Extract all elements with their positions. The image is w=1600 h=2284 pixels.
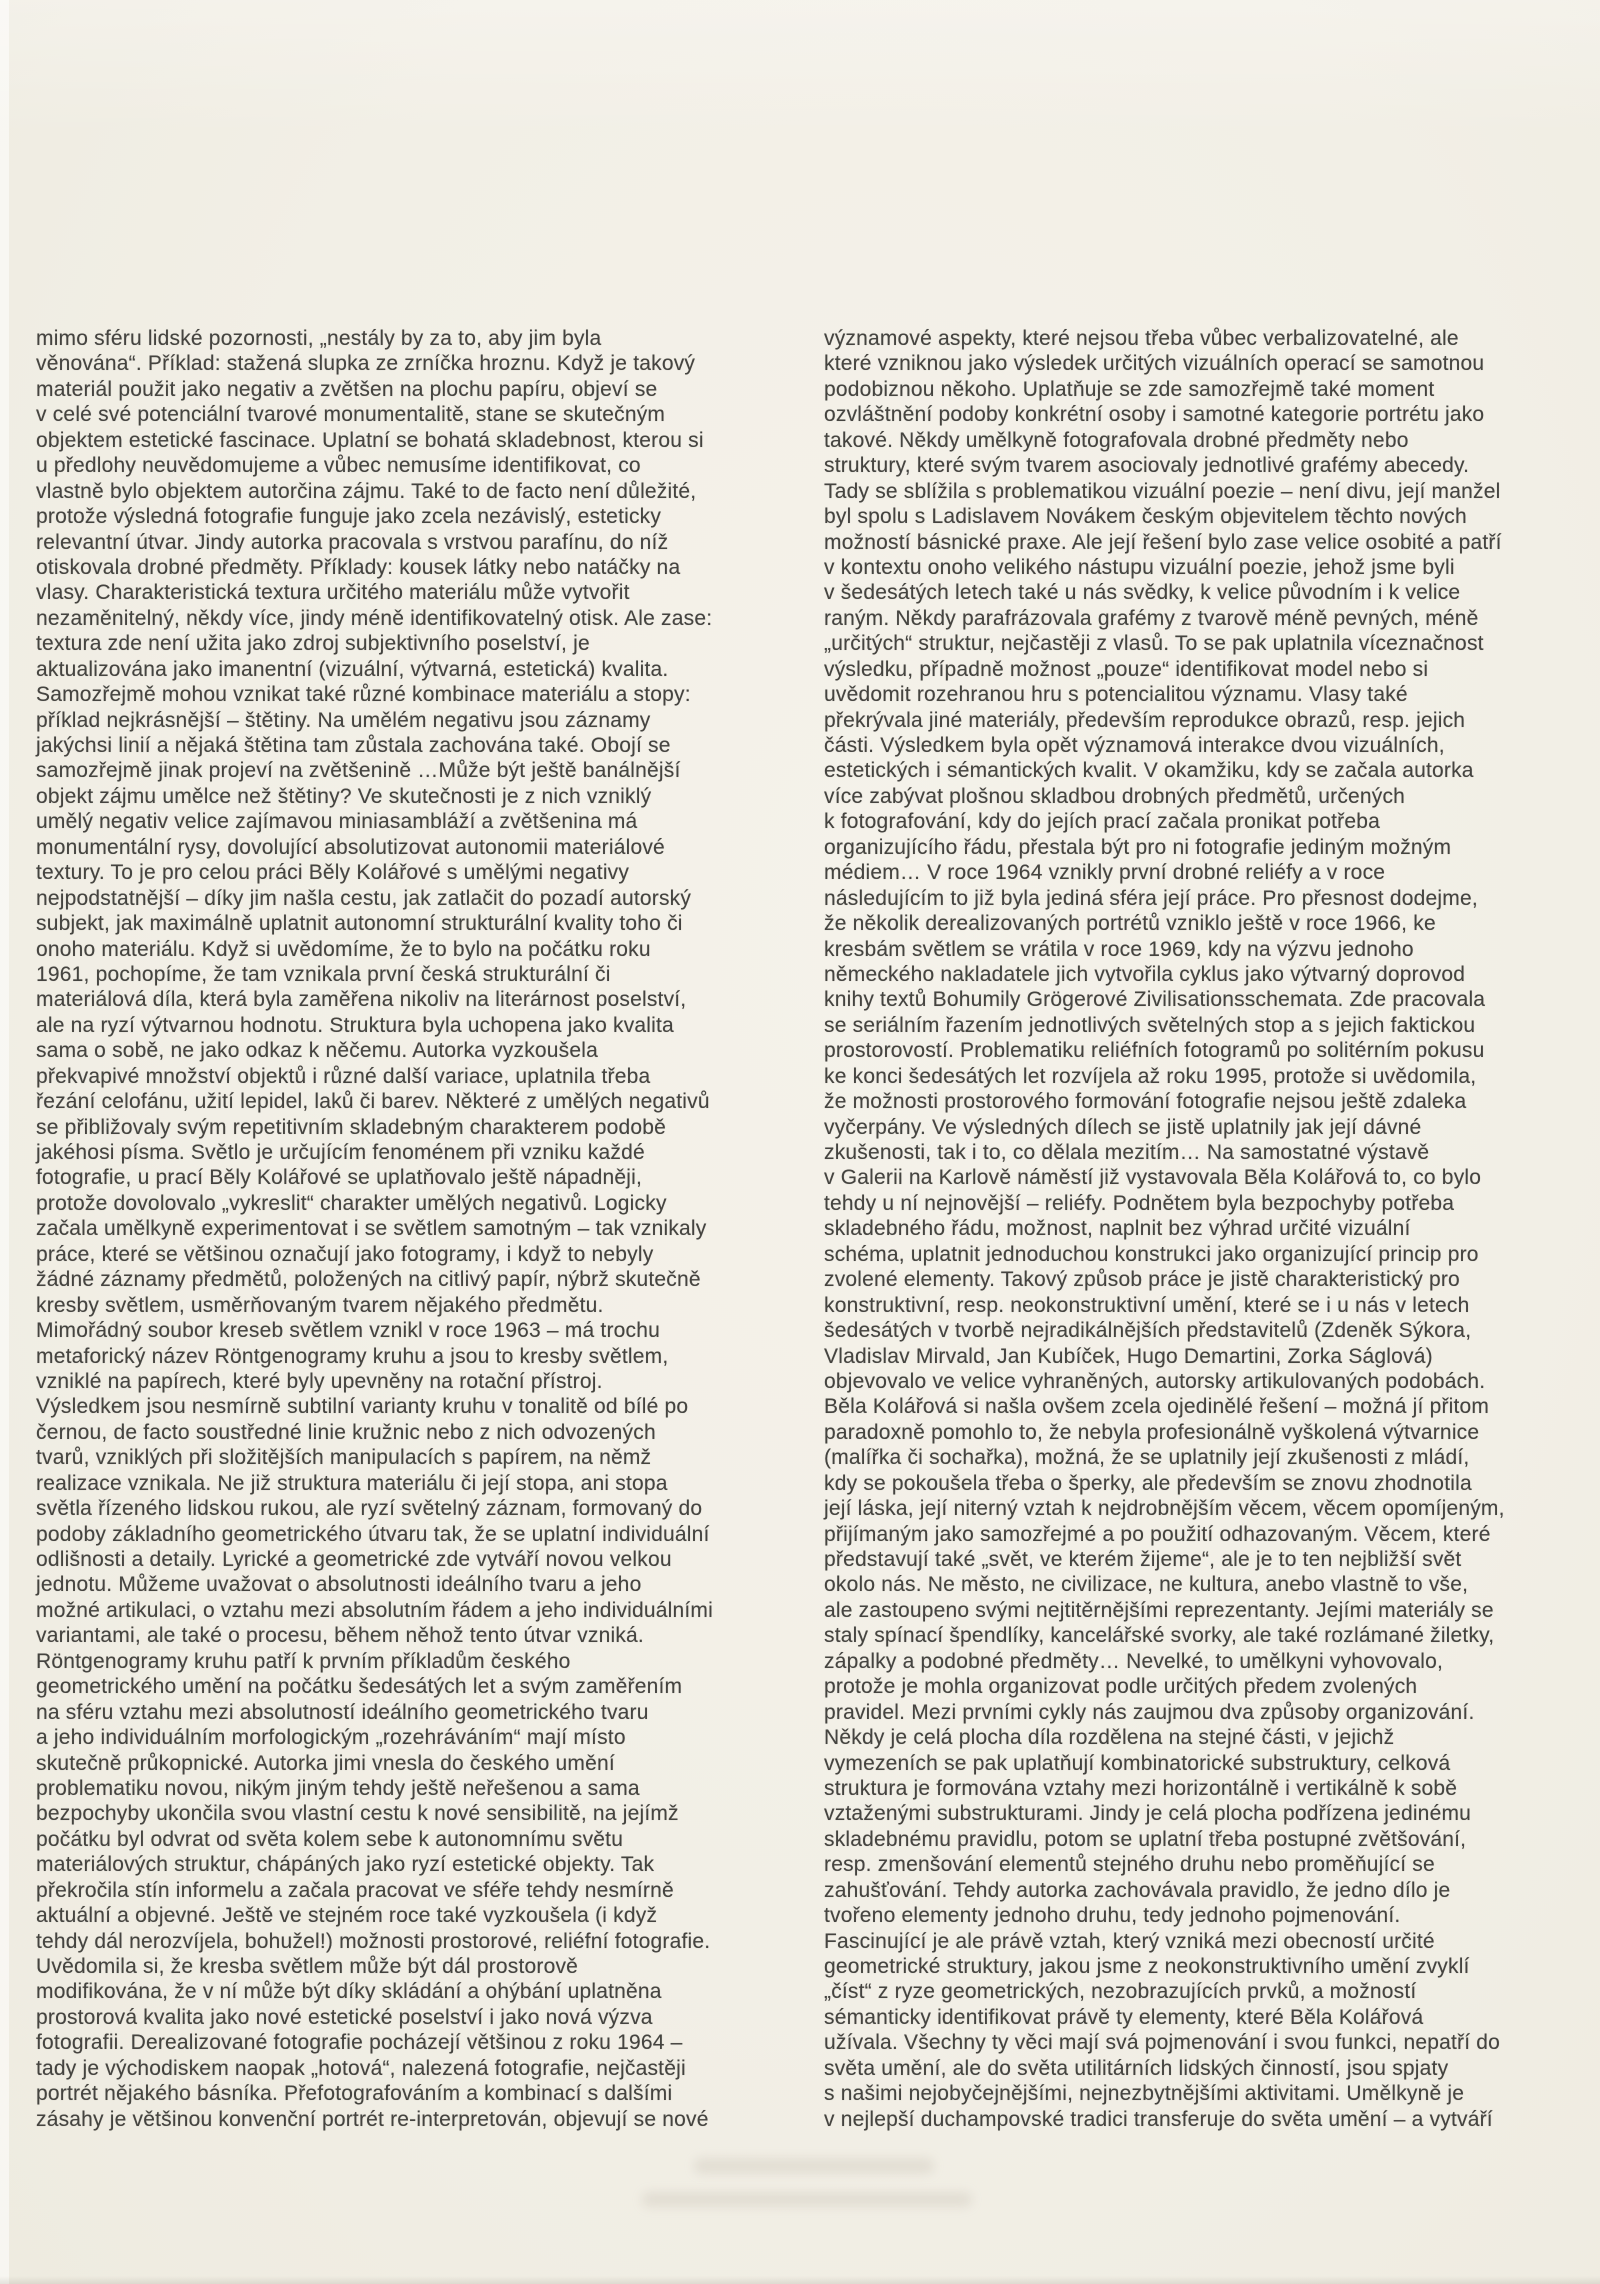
text-line: protože dovolovalo „vykreslit“ charakter umělých negativů. Logicky <box>36 1191 667 1215</box>
text-line: aktualizována jako imanentní (vizuální, výtvarná, estetická) kvalita. <box>36 657 669 681</box>
text-line: subjekt, jak maximálně uplatnit autonomní strukturální kvality toho či <box>36 912 683 936</box>
text-line: byl spolu s Ladislavem Novákem českým objevitelem těchto nových <box>824 505 1467 529</box>
text-line: vztaženými substrukturami. Jindy je celá plocha podřízena jedinému <box>824 1802 1472 1826</box>
text-line: Samozřejmě mohou vznikat také různé kombinace materiálu a stopy: <box>36 683 691 707</box>
text-line: v nejlepší duchampovské tradici transferuje do světa umění – a vytváří <box>824 2107 1493 2131</box>
text-line: šedesátých v tvorbě nejradikálnějších představitelů (Zdeněk Sýkora, <box>824 1319 1472 1343</box>
text-line: možné artikulaci, o vztahu mezi absolutním řádem a jeho individuálními <box>36 1598 713 1622</box>
text-line: odlišnosti a detaily. Lyrické a geometrické zde vytváří novou velkou <box>36 1548 672 1571</box>
text-line: (malířka či sochařka), možná, že se uplatnily její zkušenosti z mládí, <box>824 1446 1470 1470</box>
text-line: materiálových struktur, chápáných jako ryzí estetické objekty. Tak <box>36 1853 655 1877</box>
text-line: struktura je formována vztahy mezi horizontálně i vertikálně k sobě <box>824 1776 1458 1800</box>
text-line: Někdy je celá plocha díla rozdělena na stejné části, v jejichž <box>824 1726 1395 1750</box>
text-line: černou, de facto soustředné linie kružnic nebo z nich odvozených <box>36 1420 656 1444</box>
showthrough-mark <box>694 2158 934 2174</box>
text-line: Uvědomila si, že kresba světlem může být dál prostorově <box>36 1955 579 1978</box>
text-line: portrét nějakého básníka. Přefotografováním a kombinací s dalšími <box>36 2082 673 2106</box>
text-line: ke konci šedesátých let rozvíjela až roku 1995, protože si uvědomila, <box>824 1064 1477 1088</box>
text-line: skutečně průkopnické. Autorka jimi vnesla do českého umění <box>36 1751 615 1775</box>
text-line: ale zastoupeno svými nejtitěrnějšími reprezentanty. Jejími materiály se <box>824 1598 1494 1622</box>
text-line: geometrického umění na počátku šedesátých let a svým zaměřením <box>36 1675 683 1699</box>
text-line: v kontextu onoho velikého nástupu vizuální poezie, jehož jsme byli <box>824 555 1455 579</box>
text-line: materiál použit jako negativ a zvětšen na plochu papíru, objeví se <box>36 377 658 401</box>
text-line: německého nakladatele jich vytvořila cyklus jako výtvarný doprovod <box>824 962 1466 986</box>
text-line: fotografie, u prací Běly Kolářové se uplatňovalo ještě nápadněji, <box>36 1166 643 1190</box>
text-line: schéma, uplatnit jednoduchou konstrukci jako organizující princip pro <box>824 1242 1479 1266</box>
text-line: jednotu. Můžeme uvažovat o absolutnosti ideálního tvaru a jeho <box>36 1573 642 1597</box>
text-line: možností básnické praxe. Ale její řešení bylo zase velice osobité a patří <box>824 530 1502 554</box>
text-line: začala umělkyně experimentovat i se světlem samotným – tak vznikaly <box>36 1217 707 1241</box>
text-line: Mimořádný soubor kreseb světlem vznikl v roce 1963 – má trochu <box>36 1319 660 1343</box>
text-line: překročila stín informelu a začala pracovat ve sféře tehdy nesmírně <box>36 1878 674 1902</box>
text-line: se seriálním řazením jednotlivých světelných stop a s jejich faktickou <box>824 1013 1476 1037</box>
text-line: estetických i sémantických kvalit. V okamžiku, kdy se začala autorka <box>824 759 1474 783</box>
text-line: podobiznou někoho. Uplatňuje se zde samozřejmě také moment <box>824 377 1435 401</box>
text-line: knihy textů Bohumily Grögerové Zivilisationsschemata. Zde pracovala <box>824 988 1486 1012</box>
text-line: metaforický název Röntgenogramy kruhu a jsou to kresby světlem, <box>36 1344 669 1368</box>
text-line: přijímaným jako samozřejmé a po použití odhazovaným. Věcem, které <box>824 1522 1491 1546</box>
text-line: zkušenosti, tak i to, co dělala mezitím… Na samostatné výstavě <box>824 1141 1430 1164</box>
text-line: objekt zájmu umělce než štětiny? Ve skutečnosti je z nich vzniklý <box>36 784 652 808</box>
showthrough-mark <box>642 2192 972 2207</box>
page-left-edge-highlight <box>0 0 9 2284</box>
text-line: v celé své potenciální tvarové monumentalitě, stane se skutečným <box>36 403 666 427</box>
text-line: takové. Někdy umělkyně fotografovala drobné předměty nebo <box>824 428 1409 452</box>
text-line: protože výsledná fotografie funguje jako zcela nezávislý, esteticky <box>36 505 662 529</box>
text-line: zásahy je většinou konvenční portrét re-interpretován, objevují se nové <box>36 2107 709 2131</box>
text-line: v Galerii na Karlově náměstí již vystavovala Běla Kolářová to, co bylo <box>824 1166 1482 1190</box>
text-line: počátku byl odvrat od světa kolem sebe k autonomnímu světu <box>36 1827 624 1851</box>
text-line: médiem… V roce 1964 vznikly první drobné reliéfy a v roce <box>824 861 1386 885</box>
text-line: Röntgenogramy kruhu patří k prvním příkladům českého <box>36 1649 571 1673</box>
text-line: samozřejmě jinak projeví na zvětšenině …Může být ještě banálnější <box>36 759 681 783</box>
text-line: Fascinující je ale právě vztah, který vzniká mezi obecností určité <box>824 1929 1435 1953</box>
text-line: „číst“ z ryze geometrických, nezobrazujících prvků, a možností <box>824 1980 1417 2004</box>
text-line: s našimi nejobyčejnějšími, nejnezbytnějšími aktivitami. Umělkyně je <box>824 2082 1465 2106</box>
text-line: více zabývat plošnou skladbou drobných předmětů, určených <box>824 784 1406 808</box>
text-line: příklad nejkrásnější – štětiny. Na umělém negativu jsou záznamy <box>36 708 651 732</box>
text-line: na sféru vztahu mezi absolutností ideálního geometrického tvaru <box>36 1700 649 1724</box>
text-line: protože je mohla organizovat podle určitých předem zvolených <box>824 1675 1418 1699</box>
text-line: představují také „svět, ve kterém žijeme“, ale je to ten nejbližší svět <box>824 1548 1462 1571</box>
text-line: světa umění, ale do světa utilitárních lidských činností, jsou spjaty <box>824 2056 1449 2080</box>
text-line: nezaměnitelný, někdy více, jindy méně identifikovatelný otisk. Ale zase: <box>36 606 713 630</box>
text-line: otiskovala drobné předměty. Příklady: kousek látky nebo natáčky na <box>36 555 681 579</box>
text-line: variantami, ale také o procesu, během něhož tento útvar vzniká. <box>36 1624 644 1648</box>
text-line: geometrické struktury, jakou jsme z neokonstruktivního umění zvyklí <box>824 1955 1470 1978</box>
text-line: uvědomit rozehranou hru s potencialitou významu. Vlasy také <box>824 683 1408 707</box>
text-line: zahušťování. Tehdy autorka zachovávala pravidlo, že jedno dílo je <box>824 1878 1451 1902</box>
text-line: sama o sobě, ne jako odkaz k něčemu. Autorka vyzkoušela <box>36 1039 598 1063</box>
text-line: k fotografování, kdy do jejích prací začala pronikat potřeba <box>824 810 1380 834</box>
page-bottom-edge-shadow <box>0 2276 1600 2284</box>
text-line: ale na ryzí výtvarnou hodnotu. Struktura byla uchopena jako kvalita <box>36 1013 674 1037</box>
text-line: zvolené elementy. Takový způsob práce je jistě charakteristický pro <box>824 1268 1460 1292</box>
text-line: pravidel. Mezi prvními cykly nás zaujmou dva způsoby organizování. <box>824 1700 1475 1724</box>
text-line: vymezeních se pak uplatňují kombinatorické substruktury, celková <box>824 1751 1451 1775</box>
text-line: 1961, pochopíme, že tam vznikala první česká strukturální či <box>36 962 611 986</box>
text-line: tvořeno elementy jednoho druhu, tedy jednoho pojmenování. <box>824 1904 1401 1928</box>
text-line: výsledku, případně možnost „pouze“ identifikovat model nebo si <box>824 657 1429 681</box>
text-line: její láska, její niterný vztah k nejdrobnějším věcem, věcem opomíjeným, <box>824 1497 1505 1521</box>
text-line: žádné záznamy předmětů, položených na citlivý papír, nýbrž skutečně <box>36 1268 701 1292</box>
text-line: vlastně bylo objektem autorčina zájmu. Také to de facto není důležité, <box>36 479 697 503</box>
text-line: organizujícího řádu, přestala být pro ni fotografie jediným možným <box>824 835 1452 859</box>
text-line: užívala. Všechny ty věci mají svá pojmenování i svou funkci, nepatří do <box>824 2031 1501 2055</box>
text-line: „určitých“ struktur, nejčastěji z vlasů. To se pak uplatnila víceznačnost <box>824 632 1484 656</box>
text-line: problematiku novou, nikým jiným tehdy ještě neřešenou a sama <box>36 1776 640 1800</box>
text-line: skladebného řádu, možnost, naplnit bez výhrad určité vizuální <box>824 1217 1411 1241</box>
text-line: zápalky a podobné předměty… Nevelké, to umělkyni vyhovovalo, <box>824 1649 1443 1673</box>
text-line: skladebnému pravidlu, potom se uplatní třeba postupné zvětšování, <box>824 1827 1467 1851</box>
text-line: staly spínací špendlíky, kancelářské svorky, ale také rozlámané žiletky, <box>824 1624 1495 1648</box>
text-line: věnována“. Příklad: stažená slupka ze zrníčka hroznu. Když je takový <box>36 352 696 376</box>
text-line: řezání celofánu, užití lepidel, laků či barev. Některé z umělých negativů <box>36 1090 710 1114</box>
text-line: vzniklé na papírech, které byly upevněny na rotační přístroj. <box>36 1369 603 1393</box>
text-line: vlasy. Charakteristická textura určitého materiálu může vytvořit <box>36 581 630 605</box>
text-line: se přibližovaly svým repetitivním skladebným charakterem podobě <box>36 1115 667 1139</box>
text-line: tvarů, vzniklých při složitějších manipulacích s papírem, na němž <box>36 1446 652 1470</box>
right-text-column <box>824 326 1600 2132</box>
text-line: prostorovostí. Problematiku reliéfních fotogramů po solitérním pokusu <box>824 1039 1485 1063</box>
text-line: raným. Někdy parafrázovala grafémy z tvarově méně pevných, méně <box>824 606 1479 630</box>
text-line: kresbám světlem se vrátila v roce 1969, kdy na výzvu jednoho <box>824 937 1414 961</box>
text-line: textura zde není užita jako zdroj subjektivního poselství, je <box>36 632 590 656</box>
text-line: modifikována, že v ní může být díky skládání a ohýbání uplatněna <box>36 1980 662 2004</box>
text-line: resp. zmenšování elementů stejného druhu nebo proměňující se <box>824 1853 1435 1877</box>
text-line: paradoxně pomohlo to, že nebyla profesionálně vyškolená výtvarnice <box>824 1420 1480 1444</box>
text-line: konstruktivní, resp. neokonstruktivní umění, které se i u nás v letech <box>824 1293 1470 1317</box>
text-line: struktury, které svým tvarem asociovaly jednotlivé grafémy abecedy. <box>824 454 1470 478</box>
text-line: umělý negativ velice zajímavou miniasambláží a zvětšenina má <box>36 810 638 834</box>
text-line: u předlohy neuvědomujeme a vůbec nemusíme identifikovat, co <box>36 454 641 478</box>
text-line: že několik derealizovaných portrétů vzniklo ještě v roce 1966, ke <box>824 912 1436 936</box>
text-line: materiálová díla, která byla zaměřena nikoliv na literárnost poselství, <box>36 988 687 1012</box>
text-line: že možnosti prostorového formování fotografie nejsou ještě zdaleka <box>824 1090 1467 1114</box>
text-line: Vladislav Mirvald, Jan Kubíček, Hugo Demartini, Zorka Ságlová) <box>824 1344 1433 1368</box>
text-line: ozvláštnění podoby konkrétní osoby i samotné kategorie portrétu jako <box>824 403 1485 427</box>
text-line: práce, které se většinou označují jako fotogramy, i když to nebyly <box>36 1242 654 1266</box>
text-line: jakéhosi písma. Světlo je určujícím fenoménem při vzniku každé <box>36 1141 645 1164</box>
text-line: jakýchsi linií a nějaká štětina tam zůstala zachována také. Obojí se <box>36 734 671 757</box>
text-line: prostorová kvalita jako nové estetické poselství i jako nová výzva <box>36 2005 653 2029</box>
text-line: aktuální a objevné. Ještě ve stejném roce také vyzkoušela (i když <box>36 1904 658 1928</box>
text-line: fotografii. Derealizované fotografie pocházejí většinou z roku 1964 – <box>36 2031 683 2055</box>
text-line: okolo nás. Ne město, ne civilizace, ne kultura, anebo vlastně to vše, <box>824 1573 1469 1597</box>
text-line: mimo sféru lidské pozornosti, „nestály by za to, aby jim byla <box>36 327 602 350</box>
text-line: Běla Kolářová si našla ovšem zcela ojedinělé řešení – možná jí přitom <box>824 1395 1490 1419</box>
text-line: monumentální rysy, dovolující absolutizovat autonomii materiálové <box>36 835 665 859</box>
text-line: kresby světlem, usměrňovaným tvarem nějakého předmětu. <box>36 1293 604 1317</box>
text-line: objevovalo ve velice vyhraněných, autorsky artikulovaných podobách. <box>824 1369 1486 1393</box>
text-line: relevantní útvar. Jindy autorka pracovala s vrstvou parafínu, do níž <box>36 530 669 554</box>
text-line: Tady se sblížila s problematikou vizuální poezie – není divu, její manžel <box>824 479 1501 503</box>
text-line: nejpodstatnější – díky jim našla cestu, jak zatlačit do pozadí autorský <box>36 886 692 910</box>
text-line: tehdy dál nerozvíjela, bohužel!) možnosti prostorové, reliéfní fotografie. <box>36 1929 711 1953</box>
text-line: vyčerpány. Ve výsledných dílech se jistě uplatnily jak její dávné <box>824 1115 1422 1139</box>
text-line: části. Výsledkem byla opět významová interakce dvou vizuálních, <box>824 734 1445 757</box>
text-line: textury. To je pro celou práci Běly Kolářové s umělými negativy <box>36 861 630 885</box>
text-line: v šedesátých letech také u nás svědky, k velice původním i k velice <box>824 581 1461 605</box>
text-line: bezpochyby ukončila svou vlastní cestu k nové sensibilitě, na jejímž <box>36 1802 679 1826</box>
text-line: realizace vznikala. Ne již struktura materiálu či její stopa, ani stopa <box>36 1471 668 1495</box>
text-line: objektem estetické fascinace. Uplatní se bohatá skladebnost, kterou si <box>36 428 704 452</box>
text-line: tehdy u ní nejnovější – reliéfy. Podnětem byla bezpochyby potřeba <box>824 1191 1455 1215</box>
text-line: překvapivé množství objektů i různé další variace, uplatnila třeba <box>36 1064 651 1088</box>
text-line: a jeho individuálním morfologickým „rozehráváním“ mají místo <box>36 1726 626 1750</box>
text-line: světla řízeného lidskou rukou, ale ryzí světelný záznam, formovaný do <box>36 1497 703 1521</box>
text-line: sémanticky identifikovat právě ty elementy, které Běla Kolářová <box>824 2005 1424 2029</box>
text-line: podoby základního geometrického útvaru tak, že se uplatní individuální <box>36 1522 710 1546</box>
text-line: onoho materiálu. Když si uvědomíme, že to bylo na počátku roku <box>36 937 651 961</box>
text-line: Výsledkem jsou nesmírně subtilní varianty kruhu v tonalitě od bílé po <box>36 1395 689 1419</box>
text-line: následujícím to již byla jediná sféra její práce. Pro přesnost dodejme, <box>824 886 1478 910</box>
text-line: které vzniknou jako výsledek určitých vizuálních operací se samotnou <box>824 352 1485 376</box>
text-line: významové aspekty, které nejsou třeba vůbec verbalizovatelné, ale <box>824 327 1459 350</box>
text-line: tady je východiskem naopak „hotová“, nalezená fotografie, nejčastěji <box>36 2056 686 2080</box>
text-line: překrývala jiné materiály, především reprodukce obrazů, resp. jejich <box>824 708 1466 732</box>
left-text-column <box>36 326 814 2132</box>
text-line: kdy se pokoušela třeba o šperky, ale především se znovu zhodnotila <box>824 1471 1472 1495</box>
